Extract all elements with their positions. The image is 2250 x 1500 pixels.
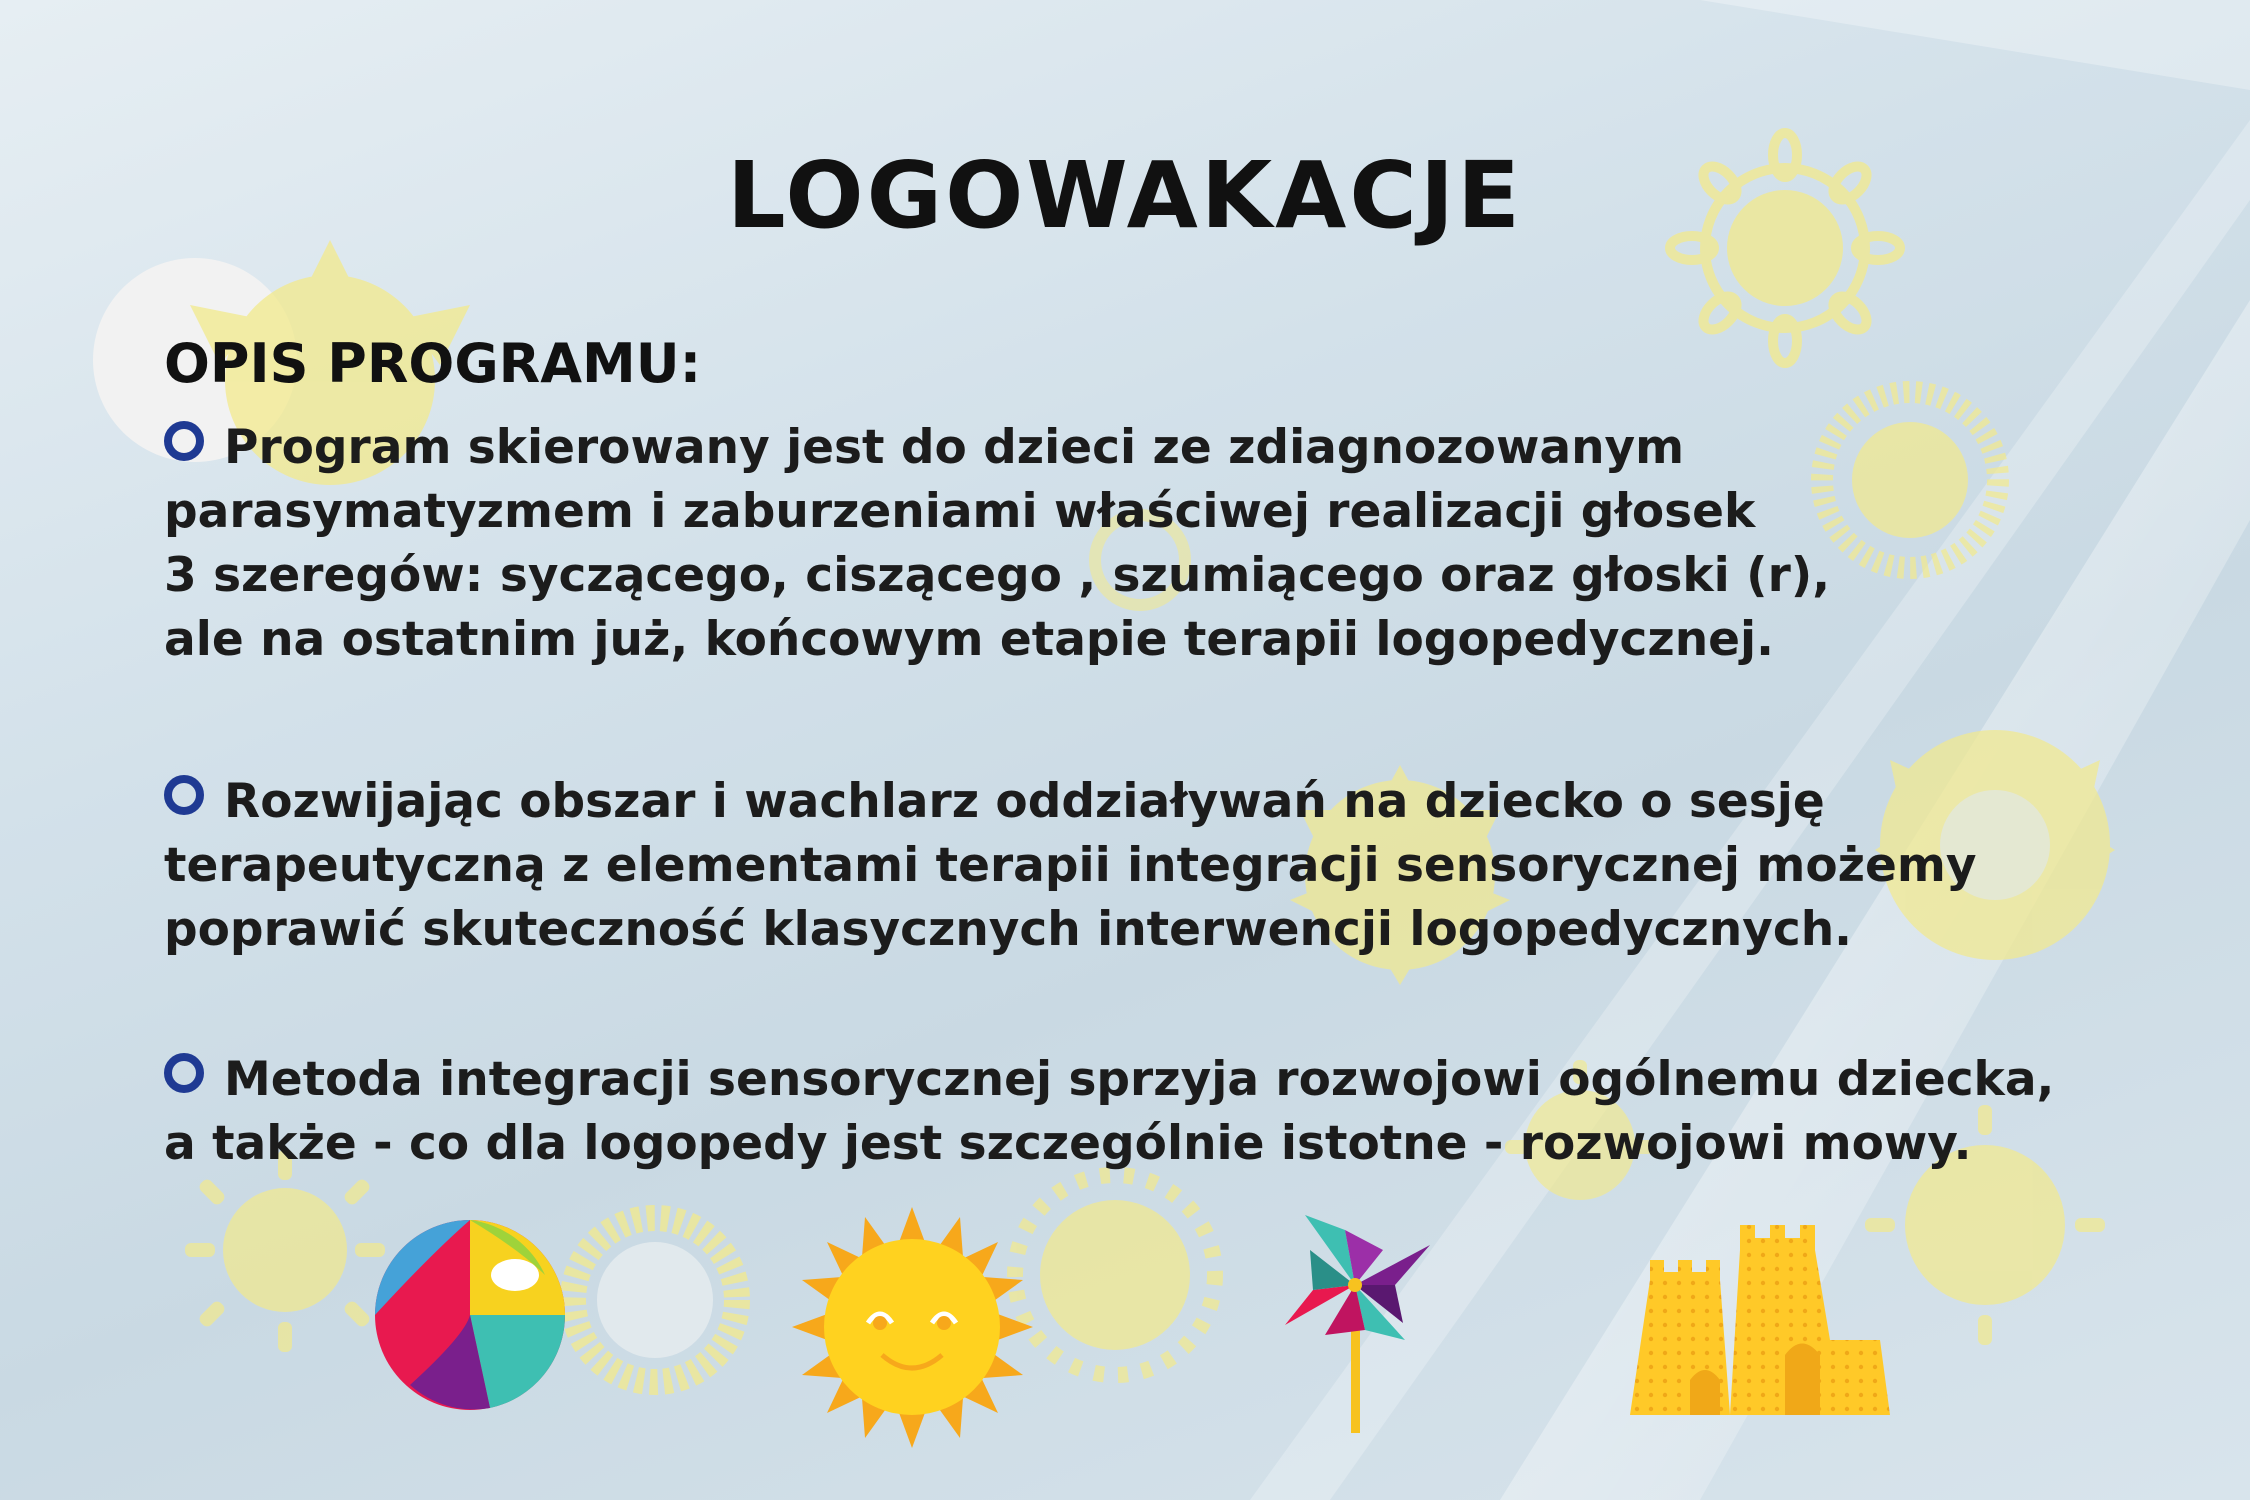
sun-icon [1015, 1175, 1215, 1375]
bullet-icon [164, 1053, 204, 1093]
sun-icon [185, 1150, 385, 1352]
paragraph-line: poprawić skuteczność klasycznych interwencji logopedycznych. [164, 902, 1853, 957]
pinwheel-icon [1285, 1215, 1430, 1435]
bullet-icon [164, 421, 204, 461]
light-streak [1700, 0, 2250, 90]
beach-ball-icon [370, 1215, 570, 1415]
paragraph-line: parasymatyzmem i zaburzeniami właściwej realizacji głosek [164, 484, 1756, 539]
paragraph-line [164, 1048, 2054, 1112]
sun-icon [573, 1218, 737, 1382]
bullet-icon [164, 775, 204, 815]
paragraph-text: Program skierowany jest do dzieci ze zdiagnozowanym [224, 420, 1685, 475]
paragraph-1 [164, 416, 1830, 672]
paragraph-3 [164, 1048, 2054, 1176]
paragraph-text: Rozwijając obszar i wachlarz oddziaływań na dziecko o sesję [224, 774, 1825, 829]
section-heading: OPIS PROGRAMU: [164, 332, 702, 395]
paragraph-text: Metoda integracji sensorycznej sprzyja rozwojowi ogólnemu dziecka, [224, 1052, 2055, 1107]
paragraph-line [164, 416, 1830, 480]
paragraph-2 [164, 770, 1976, 962]
paragraph-line: a także - co dla logopedy jest szczególnie istotne - rozwojowi mowy. [164, 1116, 1972, 1171]
sandcastle-icon [1630, 1220, 1890, 1420]
page-title: LOGOWAKACJE [727, 142, 1523, 249]
smiling-sun-icon [790, 1205, 1035, 1450]
paragraph-line: 3 szeregów: syczącego, ciszącego , szumiącego oraz głoski (r), [164, 548, 1831, 603]
paragraph-line: terapeutyczną z elementami terapii integracji sensorycznej możemy [164, 838, 1977, 893]
paragraph-line: ale na ostatnim już, końcowym etapie terapii logopedycznej. [164, 612, 1775, 667]
paragraph-line [164, 770, 1976, 834]
